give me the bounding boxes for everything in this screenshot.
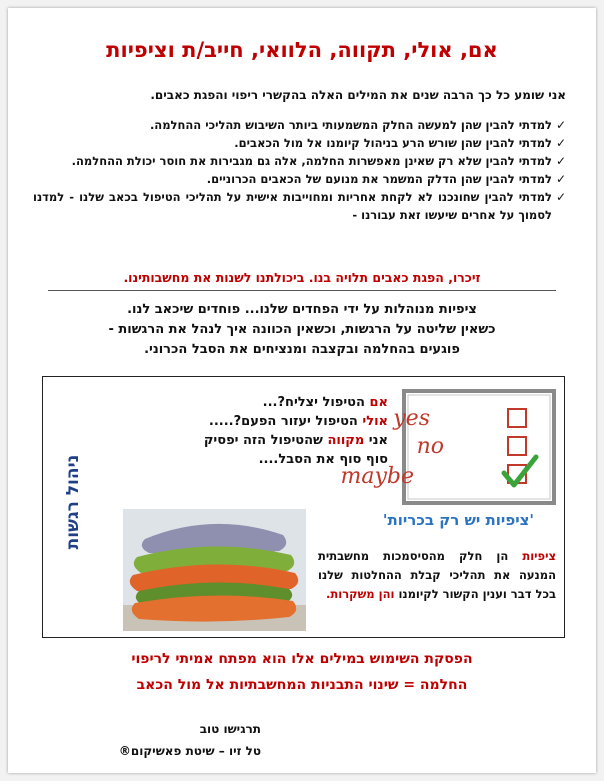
pillows-heading: 'ציפיות יש רק בכריות' xyxy=(382,511,534,529)
pillows-stack-image xyxy=(123,509,306,631)
vertical-label: ניהול רגשות xyxy=(63,454,83,550)
checklist-item: ✓ למדתי להבין שחונכנו לא לקחת אחריות ומחוייבות אישית על תהליכי הטיפול בכאב שלנו - למדנו לסמוך על אחרים שיעשו זאת עבורנו - xyxy=(33,190,566,222)
checklist-item: ✓ למדתי להבין שהן למעשה החלק המשמעותי ביותר השיבוש תהליכי ההחלמה. xyxy=(149,118,566,132)
document-page xyxy=(8,8,596,773)
closing-statement: הפסקת השימוש במילים אלו הוא מפתח אמיתי לריפוי החלמה = שינוי התבניות המחשבתיות אל מול הכאב xyxy=(131,651,473,693)
fears-paragraph: ציפיות מנוהלות על ידי הפחדים שלנו... פוחדים שיכאב לנו. כשאין שליטה על הרגשות, וכשאין הכוונה איך לנהל את הרגשות - פוגעים בהחלמה ובקצבה ומנציחים את הסבל הכרוני. xyxy=(108,302,496,357)
checklist-item: ✓ למדתי להבין שלא רק שאינן מאפשרות החלמה, אלה גם מגבירות את חוסר יכולת ההחלמה. xyxy=(71,154,566,168)
checklist-item: ✓ למדתי להבין שהן הדלק המשמר את מנועם של הכאבים הכרוניים. xyxy=(206,172,566,186)
box-sidebar xyxy=(43,377,103,637)
questions-block xyxy=(178,393,388,469)
page-title: אם, אולי, תקווה, הלוואי, חייב/ת וציפיות xyxy=(106,38,498,62)
check-mark-icon: ✓ xyxy=(555,136,566,150)
intro-text: אני שומע כל כך הרבה שנים את המילים האלה בהקשרי ריפוי והפגת כאבים. xyxy=(150,88,566,102)
check-mark-icon: ✓ xyxy=(555,154,566,168)
board-word-yes: yes xyxy=(393,406,430,431)
checkbox-no xyxy=(508,437,526,455)
checkbox-yes xyxy=(508,409,526,427)
check-mark-icon: ✓ xyxy=(555,118,566,132)
board-word-maybe: maybe xyxy=(340,464,414,489)
remember-callout: זיכרו, הפגת כאבים תלויה בנו. ביכולתנו לשנות את מחשבותינו. xyxy=(48,266,556,291)
emotions-box xyxy=(42,376,565,638)
yes-no-maybe-board xyxy=(340,389,556,505)
signature-block xyxy=(119,718,261,762)
question-line: אם הטיפול יצליח?... xyxy=(262,395,388,410)
check-mark-icon: ✓ xyxy=(555,172,566,186)
question-line: אני מקווה שהטיפול הזה יפסיק xyxy=(203,433,388,448)
check-mark-icon: ✓ xyxy=(555,190,566,204)
question-line: אולי הטיפול יעזור הפעם?..... xyxy=(208,414,388,429)
expectations-paragraph: ציפיות הן חלק מהסיסמכות מחשבתית המנעה את תהליכי קבלת ההחלטות שלנו בכל דבר וענין הקשור לקיומנו והן משקרות. xyxy=(318,549,556,601)
lessons-checklist xyxy=(33,116,566,224)
checklist-item: ✓ למדתי להבין שהן שורש הרע בניהול קיומנו אל מול הכאבים. xyxy=(234,136,566,150)
author-name: טל זיו – שיטת פאשיקום® xyxy=(118,744,261,758)
board-word-no: no xyxy=(416,434,444,459)
question-line: סוף סוף את הסבל.... xyxy=(258,452,388,467)
sign-off: תרגישו טוב xyxy=(199,722,261,736)
